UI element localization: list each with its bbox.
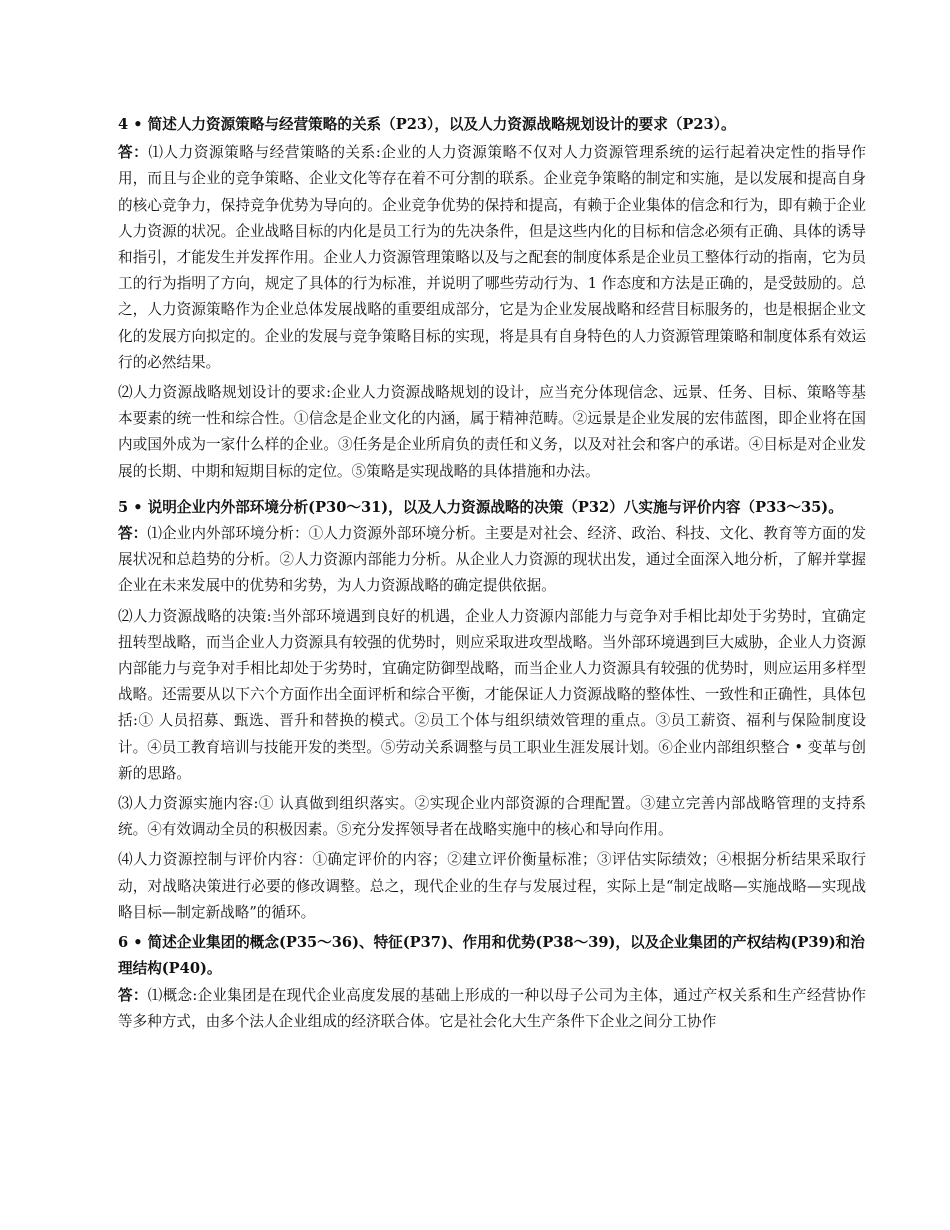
answer-6-part-1-text: ⑴概念:企业集团是在现代企业高度发展的基础上形成的一种以母子公司为主体，通过产权关系和生产经营协作等多种方式，由多个法人企业组成的经济联合体。它是社会化大生产条件下企业之间分工协作 bbox=[118, 986, 866, 1030]
answer-4-part-2-text: ⑵人力资源战略规划设计的要求:企业人力资源战略规划的设计，应当充分体现信念、远景、任务、目标、策略等基本要素的统一性和综合性。①信念是企业文化的内涵，属于精神范畴。②远景是企业发展的宏伟蓝图，即企业将在国内或国外成为一家什么样的企业。③任务是企业所肩负的责任和义务，以及对社会和客户的承诺。④目标是对企业发展的长期、中期和短期目标的定位。⑤策略是实现战略的具体措施和办法。 bbox=[118, 384, 866, 480]
answer-5-part-4-text: ⑷人力资源控制与评价内容：①确定评价的内容；②建立评价衡量标准；③评估实际绩效；④根据分析结果采取行动，对战略决策进行必要的修改调整。总之，现代企业的生存与发展过程，实际上是“制定战略—实施战略—实现战略目标—制定新战略”的循环。 bbox=[118, 851, 866, 921]
answer-5-part-1 bbox=[118, 521, 866, 600]
answer-4-part-2 bbox=[118, 380, 866, 485]
answer-6-part-1 bbox=[118, 983, 866, 1035]
answer-5-part-3-text: ⑶人力资源实施内容:① 认真做到组织落实。②实现企业内部资源的合理配置。③建立完善内部战略管理的支持系统。④有效调动全员的积极因素。⑤充分发挥领导者在战略实施中的核心和导向作用。 bbox=[118, 795, 866, 839]
answer-5-part-2-text: ⑵人力资源战略的决策:当外部环境遇到良好的机遇，企业人力资源内部能力与竞争对手相比却处于劣势时，宜确定扭转型战略，而当企业人力资源具有较强的优势时，则应采取进攻型战略。当外部环境遇到巨大威胁，企业人力资源内部能力与竞争对手相比却处于劣势时，宜确定防御型战略，而当企业人力资源具有较强的优势时，则应运用多样型战略。还需要从以下六个方面作出全面评析和综合平衡，才能保证人力资源战略的整体性、一致性和正确性，具体包括:① 人员招募、甄选、晋升和替换的模式。②员工个体与组织绩效管理的重点。③员工薪资、福利与保险制度设计。④员工教育培训与技能开发的类型。⑤劳动关系调整与员工职业生涯发展计划。⑥企业内部组织整合 • 变革与创新的思路。 bbox=[118, 607, 866, 782]
answer-label: 答： bbox=[118, 144, 149, 162]
answer-5-part-4 bbox=[118, 847, 866, 926]
answer-4-part-1-text: ⑴人力资源策略与经营策略的关系:企业的人力资源策略不仅对人力资源管理系统的运行起着决定性的指导作用，而且与企业的竞争策略、企业文化等存在着不可分割的联系。企业竞争策略的制定和实施，是以发展和提高自身的核心竞争力，保持竞争优势为导向的。企业竞争优势的保持和提高，有赖于企业集体的信念和行为，即有赖于企业人力资源的状况。企业战略目标的内化是员工行为的先决条件，但是这些内化的目标和信念必须有正确、具体的诱导和指引，才能发生并发挥作用。企业人力资源管理策略以及与之配套的制度体系是企业员工整体行动的指南，它为员工的行为指明了方向，规定了具体的行为标准，并说明了哪些劳动行为、1 作态度和方法是正确的，是受鼓励的。总之，人力资源策略作为企业总体发展战略的重要组成部分，它是为企业发展战略和经营目标服务的，也是根据企业文化的发展方向拟定的。企业的发展与竞争策略目标的实现，将是具有自身特色的人力资源管理策略和制度体系有效运行的必然结果。 bbox=[118, 144, 866, 371]
answer-label: 答： bbox=[118, 525, 148, 543]
answer-label: 答： bbox=[118, 986, 148, 1004]
question-4-heading: 4 • 简述人力资源策略与经营策略的关系（P23），以及人力资源战略规划设计的要求（P23）。 bbox=[118, 116, 736, 133]
answer-5-part-3 bbox=[118, 791, 866, 843]
question-5-heading: 5 • 说明企业内外部环境分析(P30～31)，以及人力资源战略的决策（P32）八实施与评价内容（P33～35)。 bbox=[118, 498, 843, 516]
answer-5-part-2 bbox=[118, 604, 866, 787]
answer-5-part-1-text: ⑴企业内外部环境分析：①人力资源外部环境分析。主要是对社会、经济、政治、科技、文化、教育等方面的发展状况和总趋势的分析。②人力资源内部能力分析。从企业人力资源的现状出发，通过全面深入地分析，了解并掌握企业在未来发展中的优势和劣势，为人力资源战略的确定提供依据。 bbox=[118, 525, 866, 595]
document-page bbox=[118, 112, 866, 1039]
answer-4-part-1 bbox=[118, 140, 866, 376]
question-6-heading: 6 • 简述企业集团的概念(P35～36)、特征(P37)、作用和优势(P38～39)，以及企业集团的产权结构(P39)和治理结构(P40)。 bbox=[118, 934, 865, 978]
